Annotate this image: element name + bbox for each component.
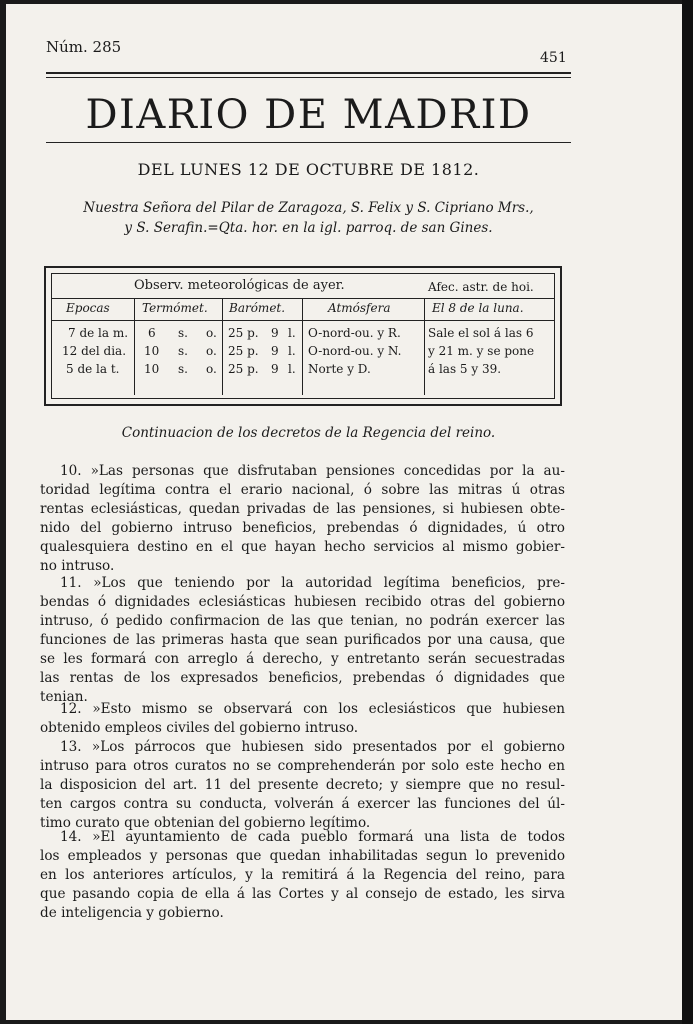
astro-line-2: y 21 m. y se pone (428, 344, 535, 358)
divider-3 (302, 298, 303, 395)
text-line: las rentas de los expresados beneficios, prebendas ó dignidades que (40, 670, 565, 686)
col-termometro: Termómet. (142, 301, 208, 315)
article-paragraph-11 (40, 574, 565, 707)
row3-t3: o. (206, 362, 217, 376)
divider-2 (222, 298, 223, 395)
text-line: se les formará con arreglo á derecho, y entretanto serán secuestradas (40, 651, 565, 667)
row1-b1: 25 p. (228, 326, 259, 340)
saints-line-1: Nuestra Señora del Pilar de Zaragoza, S. Felix y S. Cipriano Mrs., (83, 200, 534, 216)
title-rule-top (46, 72, 571, 74)
text-line: obtenido empleos civiles del gobierno intruso. (40, 720, 359, 736)
row1-b3: l. (288, 326, 296, 340)
text-line: intruso, ó pedido confirmacion de las que tenian, no podrán exercer las (40, 613, 565, 629)
row3-b1: 25 p. (228, 362, 259, 376)
text-line: bendas ó dignidades eclesiásticas hubiesen recibido otras del gobierno (40, 594, 565, 610)
dateline: DEL LUNES 12 DE OCTUBRE DE 1812. (137, 160, 480, 179)
text-line: tenian. (40, 689, 88, 705)
text-line: funciones de las primeras hasta que sean purificados por una causa, que (40, 632, 565, 648)
text-line: 11. »Los que teniendo por la autoridad legítima beneficios, pre- (60, 575, 565, 591)
text-line: que pasando copia de ella á las Cortes y al consejo de estado, les sirva (40, 886, 565, 902)
text-line: timo curato que obtenian del gobierno legítimo. (40, 815, 371, 831)
weather-header-rule (51, 298, 555, 299)
text-line: 13. »Los párrocos que hubiesen sido presentados por el gobierno (60, 739, 565, 755)
row2-atm: O-nord-ou. y N. (308, 344, 402, 358)
text-line: de inteligencia y gobierno. (40, 905, 224, 921)
text-line: no intruso. (40, 558, 115, 574)
divider-1 (134, 298, 135, 395)
row3-t1: 10 (144, 362, 160, 376)
astro-line-1: Sale el sol á las 6 (428, 326, 534, 340)
section-title: Continuacion de los decretos de la Regencia del reino. (121, 425, 496, 441)
weather-table (44, 266, 562, 406)
row2-epoca: 12 del dia. (62, 344, 127, 358)
text-line: nido del gobierno intruso beneficios, prebendas ó dignidades, ú otro (40, 520, 565, 536)
col-epocas: Epocas (66, 301, 110, 315)
row2-b2: 9 (271, 344, 279, 358)
text-line: qualesquiera destino en el que hayan hecho servicios al mismo gobier- (40, 539, 565, 555)
issue-number: Núm. 285 (46, 38, 122, 56)
article-paragraph-14 (40, 828, 565, 923)
saints-line-2: y S. Serafin.=Qta. hor. en la igl. parroq. de san Gines. (124, 220, 493, 236)
col-barometro: Barómet. (229, 301, 286, 315)
row2-b3: l. (288, 344, 296, 358)
row3-t2: s. (178, 362, 188, 376)
page-number: 451 (540, 50, 567, 66)
article-paragraph-13 (40, 738, 565, 833)
row2-t2: s. (178, 344, 188, 358)
row3-epoca: 5 de la t. (66, 362, 120, 376)
row1-b2: 9 (271, 326, 279, 340)
row1-t2: s. (178, 326, 188, 340)
text-line: 14. »El ayuntamiento de cada pueblo formará una lista de todos (60, 829, 565, 845)
text-line: toridad legítima contra el erario nacional, ó sobre las mitras ú otras (40, 482, 565, 498)
astro-heading: Afec. astr. de hoi. (428, 280, 534, 294)
row1-t3: o. (206, 326, 217, 340)
text-line: intruso para otros curatos no se comprehenderán por solo este hecho en (40, 758, 565, 774)
weather-col-rule (51, 320, 555, 321)
text-line: los empleados y personas que quedan inhabilitadas segun lo prevenido (40, 848, 565, 864)
text-line: la disposicion del art. 11 del presente decreto; y siempre que no resul- (40, 777, 565, 793)
col-atmosfera: Atmósfera (328, 301, 391, 315)
text-line: en los anteriores artículos, y la remitirá á la Regencia del reino, para (40, 867, 565, 883)
row3-b2: 9 (271, 362, 279, 376)
text-line: rentas eclesiásticas, quedan privadas de las pensiones, si hubiesen obte- (40, 501, 565, 517)
text-line: ten cargos contra su conducta, volverán á exercer las funciones del úl- (40, 796, 565, 812)
row2-t1: 10 (144, 344, 160, 358)
row3-atm: Norte y D. (308, 362, 371, 376)
row1-t1: 6 (148, 326, 156, 340)
title-rule-bottom (46, 142, 571, 143)
text-line: 10. »Las personas que disfrutaban pensiones concedidas por la au- (60, 463, 565, 479)
row2-t3: o. (206, 344, 217, 358)
row1-atm: O-nord-ou. y R. (308, 326, 401, 340)
weather-heading: Observ. meteorológicas de ayer. (134, 278, 345, 293)
text-line: 12. »Esto mismo se observará con los eclesiásticos que hubiesen (60, 701, 565, 717)
newspaper-title: DIARIO DE MADRID (85, 92, 532, 138)
divider-4 (424, 298, 425, 395)
article-paragraph-12 (40, 700, 565, 738)
article-paragraph-10 (40, 462, 565, 576)
astro-line-3: á las 5 y 39. (428, 362, 502, 376)
row3-b3: l. (288, 362, 296, 376)
row2-b1: 25 p. (228, 344, 259, 358)
title-rule-top-thin (46, 77, 571, 78)
row1-epoca: 7 de la m. (68, 326, 129, 340)
page-edge (682, 0, 693, 1024)
moon-label: El 8 de la luna. (432, 301, 524, 315)
